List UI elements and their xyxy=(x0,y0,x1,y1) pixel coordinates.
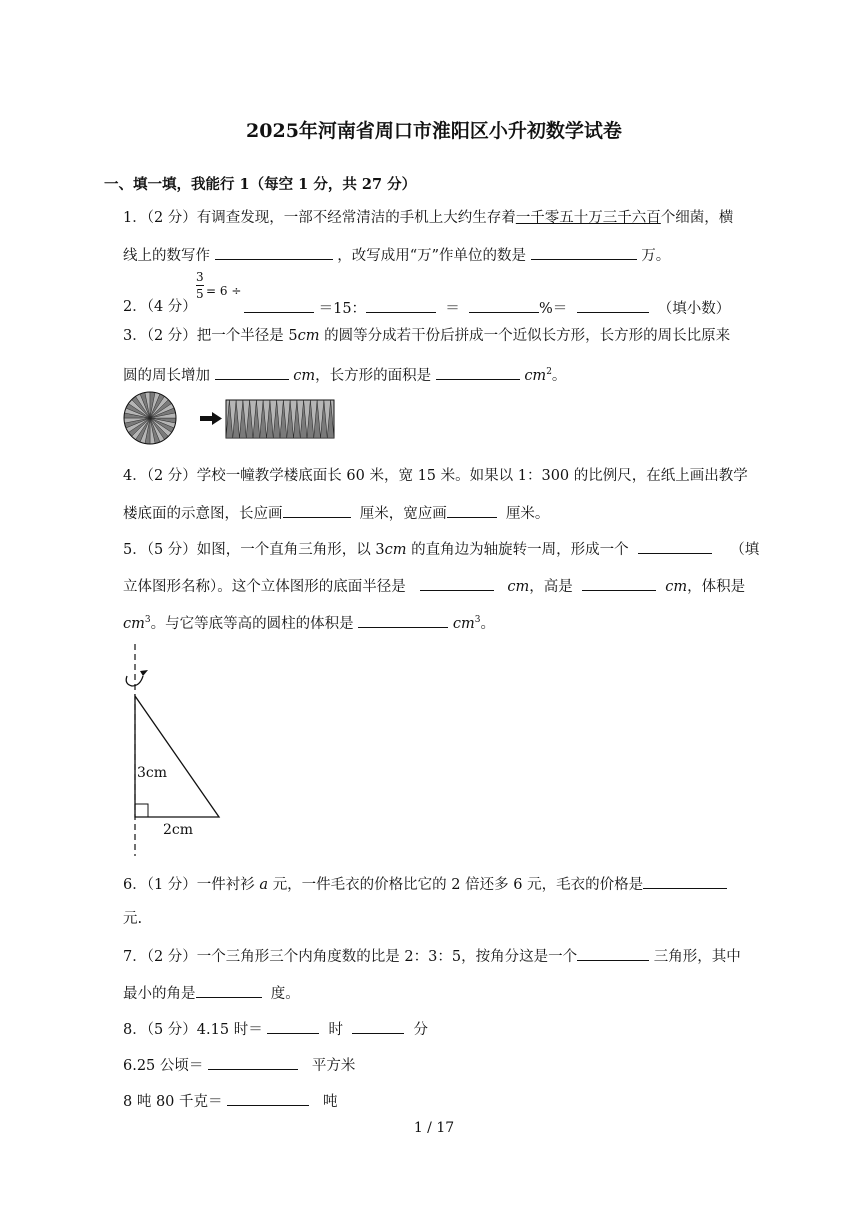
divided-circle xyxy=(124,392,176,444)
answer-blank[interactable] xyxy=(208,1054,298,1070)
answer-blank[interactable] xyxy=(643,873,727,889)
question-5-line1: 5．（5 分）如图，一个直角三角形，以 3cm 的直角边为轴旋转一周，形成一个 （填 xyxy=(123,538,759,560)
question-8-line3: 8 吨 80 千克＝ 吨 xyxy=(123,1090,337,1112)
answer-blank[interactable] xyxy=(196,982,262,998)
question-1-line2: 线上的数写作 ，改写成用“万”作单位的数是 万。 xyxy=(123,244,670,266)
answer-blank[interactable] xyxy=(352,1018,404,1034)
answer-blank[interactable] xyxy=(227,1090,309,1106)
triangle xyxy=(135,696,219,817)
answer-blank[interactable] xyxy=(638,538,712,554)
answer-blank[interactable] xyxy=(215,244,333,260)
question-7-line2: 最小的角是 度。 xyxy=(123,982,300,1004)
right-angle-mark xyxy=(135,804,148,817)
fraction-three-fifths: 3 5 xyxy=(196,270,204,301)
answer-blank[interactable] xyxy=(577,297,649,313)
answer-blank[interactable] xyxy=(215,364,289,380)
question-8-line2: 6.25 公顷＝ 平方米 xyxy=(123,1054,355,1076)
question-1-line1: 1．（2 分）有调查发现，一部不经常清洁的手机上大约生存着一千零五十万三千六百个细菌，横 xyxy=(123,210,734,226)
question-2-blanks: ＝15： ＝ %＝ （填小数） xyxy=(244,297,730,319)
question-4-line2: 楼底面的示意图，长应画 厘米，宽应画 厘米。 xyxy=(123,502,549,524)
section-heading: 一、填一填，我能行 1（每空 1 分，共 27 分） xyxy=(104,176,417,193)
base-label: 2cm xyxy=(163,822,194,838)
answer-blank[interactable] xyxy=(436,364,520,380)
question-8-line1: 8．（5 分）4.15 时＝ 时 分 xyxy=(123,1018,428,1040)
question-5-line3: $cm^3$。与它等底等高的圆柱的体积是 $cm^3$。 xyxy=(123,610,495,634)
answer-blank[interactable] xyxy=(420,575,494,591)
question-3-line1: 3．（2 分）把一个半径是 5cm 的圆等分成若干份后拼成一个近似长方形，长方形的周长比原来 xyxy=(123,328,731,344)
question-6-line2: 元. xyxy=(123,911,143,927)
question-6-line1: 6．（1 分）一件衬衫 a 元，一件毛衣的价格比它的 2 倍还多 6 元，毛衣的价格是 xyxy=(123,873,727,895)
answer-blank[interactable] xyxy=(531,244,637,260)
question-3-line2: 圆的周长增加 cm，长方形的面积是 $cm^2$。 xyxy=(123,362,566,386)
answer-blank[interactable] xyxy=(366,297,436,313)
question-5-line2: 立体图形名称）。这个立体图形的底面半径是 cm，高是 cm，体积是 xyxy=(123,575,745,597)
page-title: 2025年河南省周口市淮阳区小升初数学试卷 xyxy=(246,120,622,142)
circle-to-rectangle-figure xyxy=(122,390,342,446)
answer-blank[interactable] xyxy=(447,502,497,518)
height-label: 3cm xyxy=(137,765,168,781)
page-number: 1 / 17 xyxy=(413,1120,455,1136)
answer-blank[interactable] xyxy=(267,1018,319,1034)
question-2: 2．（4 分） xyxy=(123,299,197,315)
underlined-number-words: 一千零五十万三千六百 xyxy=(515,210,661,226)
answer-blank[interactable] xyxy=(469,297,539,313)
answer-blank[interactable] xyxy=(358,612,448,628)
arrow-icon xyxy=(200,412,222,425)
answer-blank[interactable] xyxy=(577,945,649,961)
question-7-line1: 7．（2 分）一个三角形三个内角度数的比是 2：3：5，按角分这是一个 三角形，其中 xyxy=(123,945,741,967)
answer-blank[interactable] xyxy=(582,575,656,591)
question-4-line1: 4．（2 分）学校一幢教学楼底面长 60 米，宽 15 米。如果以 1：300 的比例尺，在纸上画出教学 xyxy=(123,468,748,484)
answer-blank[interactable] xyxy=(244,297,314,313)
answer-blank[interactable] xyxy=(283,502,351,518)
fraction-equation: = 6 ÷ xyxy=(206,284,242,298)
approx-rectangle xyxy=(226,400,334,438)
